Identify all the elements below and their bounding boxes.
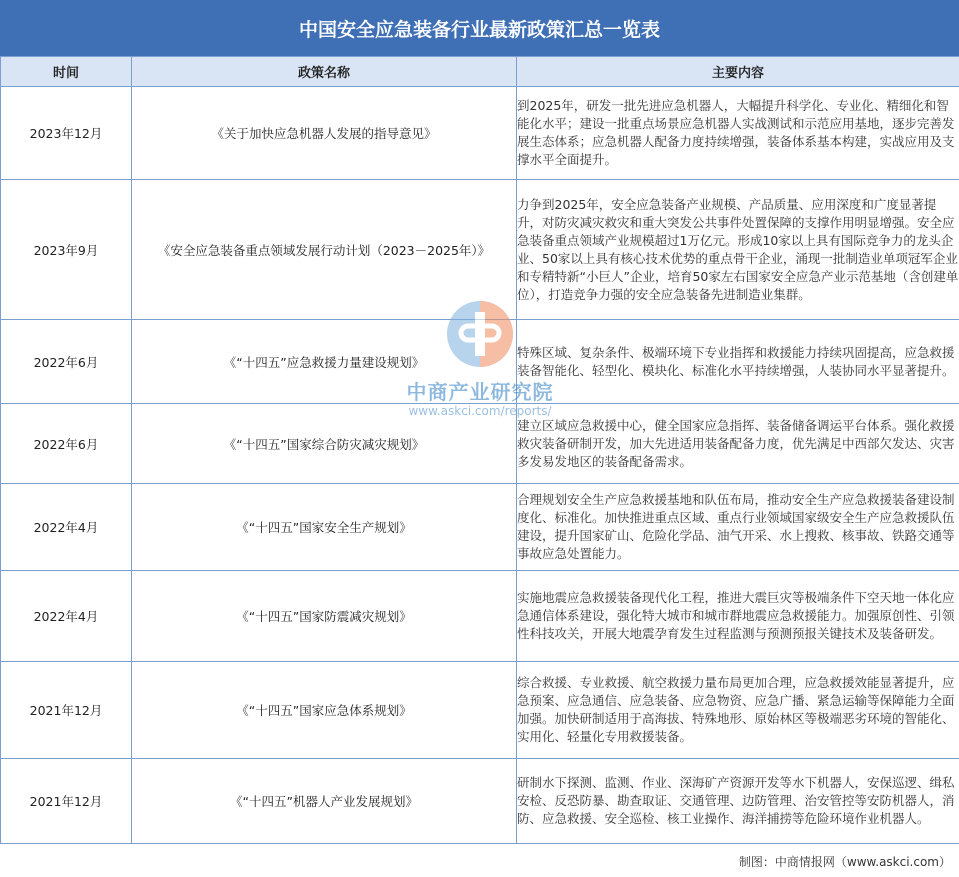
cell-time: 2023年9月	[1, 180, 132, 320]
cell-policy-name: 《关于加快应急机器人发展的指导意见》	[132, 87, 517, 180]
cell-content: 到2025年，研发一批先进应急机器人，大幅提升科学化、专业化、精细化和智能化水平；建设一批重点场景应急机器人实战测试和示范应用基地，逐步完善发展生态体系；应急机器人配备力度持续增强，装备体系基本构建，实战应用及支撑水平全面提升。	[517, 87, 959, 180]
cell-policy-name: 《“十四五”国家安全生产规划》	[132, 484, 517, 571]
table-row	[1, 87, 959, 180]
cell-time: 2021年12月	[1, 662, 132, 759]
cell-time: 2022年6月	[1, 404, 132, 484]
cell-content: 研制水下探测、监测、作业、深海矿产资源开发等水下机器人，安保巡逻、缉私安检、反恐防暴、勘查取证、交通管理、边防管理、治安管控等安防机器人，消防、应急救援、安全巡检、核工业操作、海洋捕捞等危险环境作业机器人。	[517, 759, 959, 844]
table-title: 中国安全应急装备行业最新政策汇总一览表	[0, 0, 959, 56]
table-row	[1, 484, 959, 571]
cell-content: 建立区域应急救援中心，健全国家应急指挥、装备储备调运平台体系。强化救援救灾装备研制开发，加大先进适用装备配备力度，优先满足中西部欠发达、灾害多发易发地区的装备配备需求。	[517, 404, 959, 484]
cell-time: 2022年4月	[1, 484, 132, 571]
cell-content: 综合救援、专业救援、航空救援力量布局更加合理，应急救援效能显著提升，应急预案、应急通信、应急装备、应急物资、应急广播、紧急运输等保障能力全面加强。加快研制适用于高海拔、特殊地形、原始林区等极端恶劣环境的智能化、实用化、轻量化专用救援装备。	[517, 662, 959, 759]
cell-time: 2023年12月	[1, 87, 132, 180]
table-row	[1, 404, 959, 484]
cell-time: 2022年4月	[1, 571, 132, 662]
table-row	[1, 759, 959, 844]
policy-table	[0, 56, 959, 844]
table-row	[1, 180, 959, 320]
header-name: 政策名称	[132, 57, 517, 87]
header-content: 主要内容	[517, 57, 959, 87]
cell-policy-name: 《“十四五”机器人产业发展规划》	[132, 759, 517, 844]
table-row	[1, 662, 959, 759]
header-time: 时间	[1, 57, 132, 87]
cell-policy-name: 《“十四五”国家应急体系规划》	[132, 662, 517, 759]
cell-policy-name: 《“十四五”国家综合防灾减灾规划》	[132, 404, 517, 484]
cell-policy-name: 《安全应急装备重点领域发展行动计划（2023－2025年）》	[132, 180, 517, 320]
watermark-url: www.askci.com/reports/	[408, 404, 552, 418]
cell-content: 特殊区域、复杂条件、极端环境下专业指挥和救援能力持续巩固提高，应急救援装备智能化、轻型化、模块化、标准化水平持续增强，人装协同水平显著提升。	[517, 320, 959, 404]
cell-policy-name: 《“十四五”应急救援力量建设规划》	[132, 320, 517, 404]
table-row	[1, 571, 959, 662]
cell-content: 合理规划安全生产应急救援基地和队伍布局，推动安全生产应急救援装备建设制度化、标准化。加快推进重点区域、重点行业领域国家级安全生产应急救援队伍建设，提升国家矿山、危险化学品、油气开采、水上搜救、核事故、铁路交通等事故应急处置能力。	[517, 484, 959, 571]
cell-time: 2022年6月	[1, 320, 132, 404]
watermark-name: 中商产业研究院	[406, 380, 554, 404]
cell-time: 2021年12月	[1, 759, 132, 844]
cell-policy-name: 《“十四五”国家防震减灾规划》	[132, 571, 517, 662]
cell-content: 力争到2025年，安全应急装备产业规模、产品质量、应用深度和广度显著提升，对防灾减灾救灾和重大突发公共事件处置保障的支撑作用明显增强。安全应急装备重点领域产业规模超过1万亿元。形成10家以上具有国际竞争力的龙头企业、50家以上具有核心技术优势的重点骨干企业，涌现一批制造业单项冠军企业和专精特新“小巨人”企业，培育50家左右国家安全应急产业示范基地（含创建单位），打造竞争力强的安全应急装备先进制造业集群。	[517, 180, 959, 320]
source-footer: 制图：中商情报网（www.askci.com）	[738, 855, 951, 869]
table-row	[1, 320, 959, 404]
header-row	[1, 57, 959, 87]
cell-content: 实施地震应急救援装备现代化工程，推进大震巨灾等极端条件下空天地一体化应急通信体系建设，强化特大城市和城市群地震应急救援能力。加强原创性、引领性科技攻关，开展大地震孕育发生过程监测与预测预报关键技术及装备研发。	[517, 571, 959, 662]
